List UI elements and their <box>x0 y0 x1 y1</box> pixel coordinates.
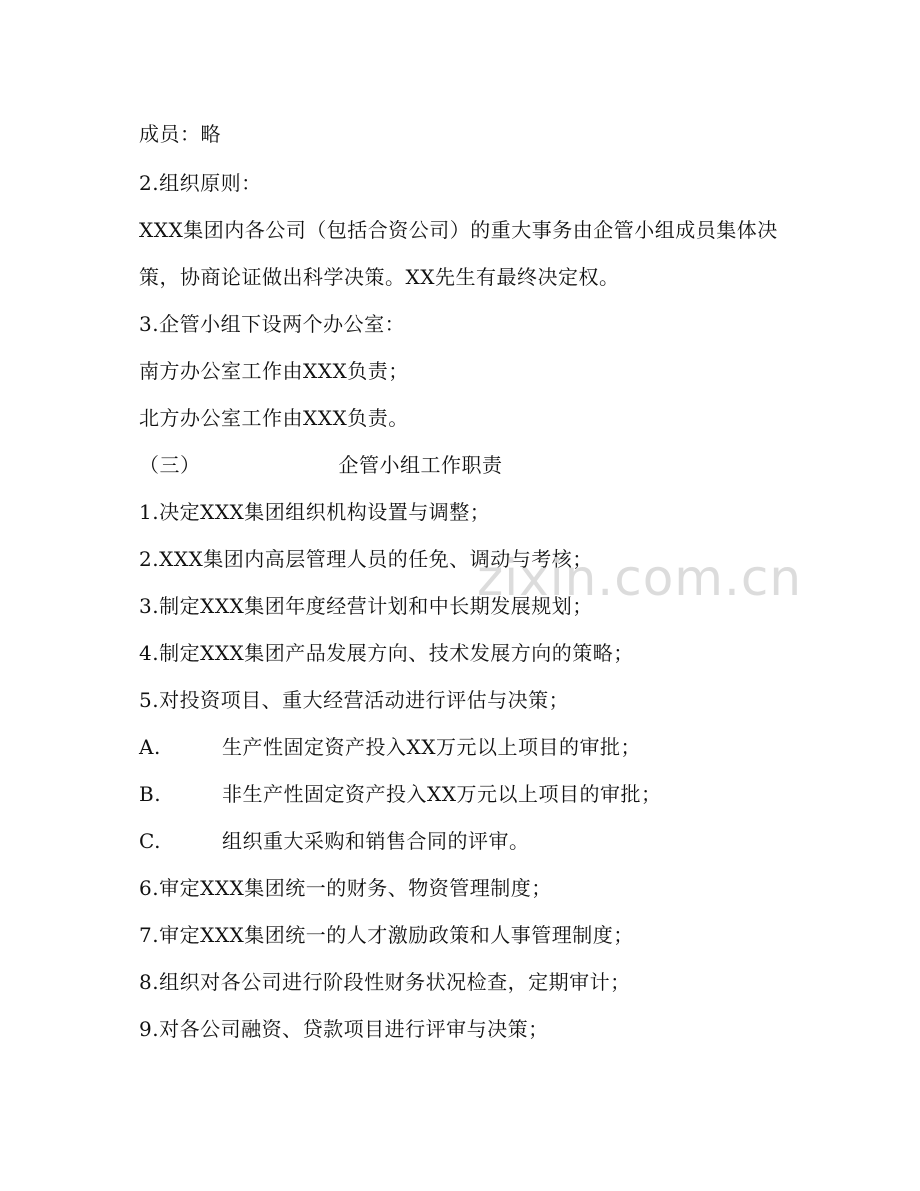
sub-item-c-letter: C. <box>139 829 161 853</box>
section-title: 企管小组工作职责 <box>338 453 503 477</box>
sub-item-b-text: 非生产性固定资产投入XX万元以上项目的审批； <box>222 782 662 806</box>
duty-item-4: 4.制定XXX集团产品发展方向、技术发展方向的策略； <box>139 641 634 665</box>
sub-item-b <box>139 781 661 807</box>
section-three-heading <box>139 452 503 478</box>
duty-item-5: 5.对投资项目、重大经营活动进行评估与决策； <box>139 688 570 712</box>
sub-item-a-text: 生产性固定资产投入XX万元以上项目的审批； <box>222 735 641 759</box>
watermark-text: zixin.com.cn <box>477 549 803 607</box>
sub-item-a-letter: A. <box>139 735 161 759</box>
south-office-line: 南方办公室工作由XXX负责； <box>139 359 409 383</box>
section-number: （三） <box>139 453 201 477</box>
sub-item-a <box>139 734 641 760</box>
sub-item-c <box>139 828 530 854</box>
duty-item-8: 8.组织对各公司进行阶段性财务状况检查，定期审计； <box>139 970 631 994</box>
duty-item-9: 9.对各公司融资、贷款项目进行评审与决策； <box>139 1017 549 1041</box>
sub-item-c-text: 组织重大采购和销售合同的评审。 <box>222 829 530 853</box>
principles-text-2: 策，协商论证做出科学决策。XX先生有最终决定权。 <box>139 265 620 289</box>
offices-heading: 3.企管小组下设两个办公室： <box>139 312 406 336</box>
duty-item-1: 1.决定XXX集团组织机构设置与调整； <box>139 500 491 524</box>
north-office-line: 北方办公室工作由XXX负责。 <box>139 406 409 430</box>
duty-item-7: 7.审定XXX集团统一的人才激励政策和人事管理制度； <box>139 923 634 947</box>
principles-heading: 2.组织原则： <box>139 171 262 195</box>
principles-text-1: XXX集团内各公司（包括合资公司）的重大事务由企管小组成员集体决 <box>139 218 778 242</box>
duty-item-3: 3.制定XXX集团年度经营计划和中长期发展规划； <box>139 594 593 618</box>
duty-item-2: 2.XXX集团内高层管理人员的任免、调动与考核； <box>139 547 593 571</box>
members-line: 成员：略 <box>139 122 221 146</box>
sub-item-b-letter: B. <box>139 782 162 806</box>
duty-item-6: 6.审定XXX集团统一的财务、物资管理制度； <box>139 876 552 900</box>
